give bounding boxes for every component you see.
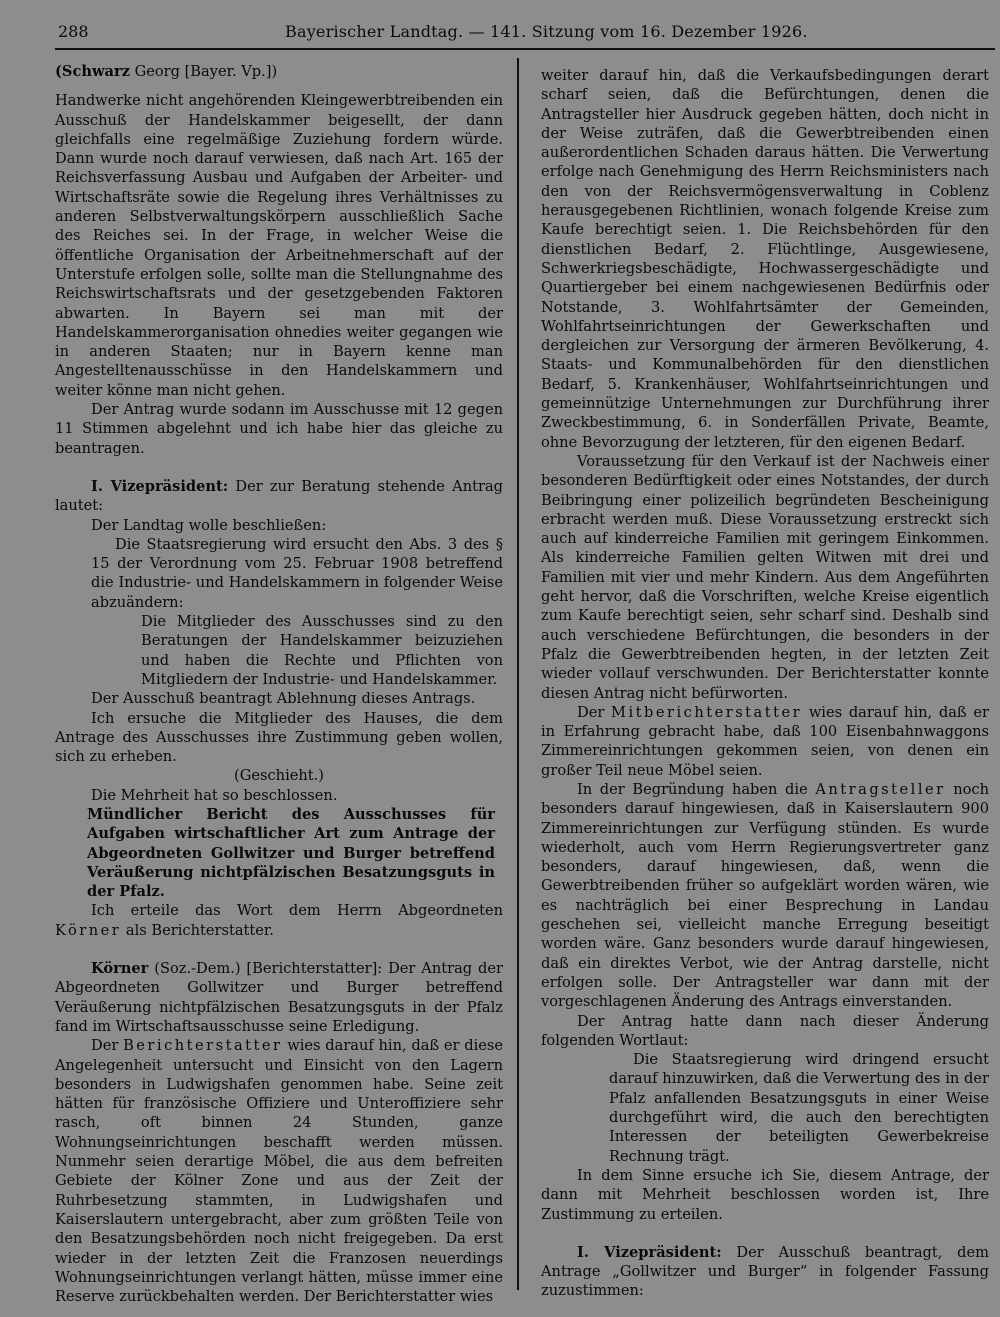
paragraph — [541, 780, 989, 1012]
paragraph: Voraussetzung für den Verkauf ist der Nachweis einer besonderen Bedürftigkeit oder eines Notstandes, der durch Beibringung einer polizeilich begründeten Bescheinigung erbracht werden muß. Diese Voraussetzung erstreckt sich auch auf kinderreiche Familien mit geringem Einkommen. Als kinderreiche Familien gelten Witwen mit drei und Familien mit vier und mehr Kindern. Aus dem Angeführten geht hervor, daß die Vorschriften, welche Kreise eigentlich zum Kaufe berechtigt seien, sehr scharf sind. Deshalb sind auch verschiedene Befürchtungen, die besonders in der Pfalz die Gewerbtreibenden hegten, in der letzten Zeit wieder vollauf verschwunden. Der Berichterstatter konnte diesen Antrag nicht befürworten. — [541, 452, 989, 702]
left-column — [55, 62, 503, 1306]
paragraph — [55, 901, 503, 940]
speaker-name: Körner — [55, 921, 122, 939]
speaker-line — [55, 62, 503, 81]
statement-text: (Soz.-Dem.) [Berichterstatter]: Der Antrag der Abgeordneten Gollwitzer und Burger betreffend Veräußerung nichtpfälzischen Besatzungsguts in der Pfalz fand im Wirtschaftsausschusse seine Erledigung. — [55, 960, 503, 1035]
spaced-term: Antragsteller — [815, 780, 946, 798]
paragraph: Die Mehrheit hat so beschlossen. — [91, 786, 338, 804]
paragraph: Der Antrag hatte dann nach dieser Änderung folgenden Wortlaut: — [541, 1012, 989, 1049]
page-number: 288 — [58, 22, 89, 41]
text: Der — [577, 703, 612, 721]
paragraph: weiter darauf hin, daß die Verkaufsbedingungen derart scharf seien, daß die Befürchtungen, denen die Antragsteller hier Ausdruck gegeben hätten, doch nicht in der Weise zuträfen, daß die Gewerbtreibenden einen außerordentlichen Schaden daraus hätten. Die Verwertung erfolge nach Genehmigung des Herrn Reichsministers nach den von der Reichsvermögensverwaltung in Coblenz herausgegebenen Richtlinien, wonach folgende Kreise zum Kaufe berechtigt seien. 1. Die Reichsbehörden für den dienstlichen Bedarf, 2. Flüchtlinge, Ausgewiesene, Schwerkriegsbeschädigte, Hochwassergeschädigte und Quartiergeber bei einem nachgewiesenen Bedürfnis oder Notstande, 3. Wohlfahrtsämter der Gemeinden, Wohlfahrtseinrichtungen der Gewerkschaften und dergleichen zur Versorgung der ärmeren Bevölkerung, 4. Staats- und Kommunalbehörden für den dienstlichen Bedarf, 5. Krankenhäuser, Wohlfahrtseinrichtungen und gemeinnützige Unternehmungen zur Durchführung ihrer Zweckbestimmung, 6. in Sonderfällen Private, Beamte, ohne Bevorzugung der letzteren, für den eigenen Bedarf. — [541, 67, 989, 451]
vizepraesident-statement — [55, 477, 503, 516]
vizepraesident-statement — [541, 1243, 989, 1301]
koerner-statement — [55, 959, 503, 1036]
text: Ich erteile das Wort dem Herrn Abgeordneten — [91, 902, 503, 920]
right-column — [541, 66, 989, 1301]
running-title: Bayerischer Landtag. — 141. Sitzung vom 16. Dezember 1926. — [285, 22, 808, 41]
text: Der — [91, 1037, 124, 1055]
motion-text: Die Staatsregierung wird ersucht den Abs. 3 des § 15 der Verordnung vom 25. Februar 1908 betreffend die Industrie- und Handelskammern in folgender Weise abzuändern: — [91, 535, 503, 611]
motion-quote: Die Mitglieder des Ausschusses sind zu den Beratungen der Handelskammer beizuziehen und haben die Rechte und Pflichten von Mitgliedern der Industrie- und Handelskammer. — [141, 613, 503, 688]
stage-direction: (Geschieht.) — [234, 767, 324, 785]
statement-text: Der zur Beratung stehende Antrag lautet: — [55, 477, 503, 515]
paragraph: Der Ausschuß beantragt Ablehnung dieses Antrags. — [91, 690, 476, 708]
speaker-label: Körner — [91, 960, 149, 978]
motion-intro: Der Landtag wolle beschließen: — [91, 516, 327, 534]
paragraph — [55, 1036, 503, 1306]
spaced-term: Mitberichterstatter — [611, 703, 803, 721]
speaker-affiliation: Georg [Bayer. Vp.]) — [129, 63, 278, 80]
paragraph: Handwerke nicht angehörenden Kleingewerbtreibenden ein Ausschuß der Handelskammer beigesellt, der dann gleichfalls eine regelmäßige Zuziehung fordern würde. Dann wurde noch darauf verwiesen, daß nach Art. 165 der Reichsverfassung Ausbau und Aufgaben der Arbeiter- und Wirtschaftsräte sowie die Regelung ihres Verhältnisses zu anderen Selbstverwaltungskörpern ausschließlich Sache des Reiches sei. In der Frage, in welcher Weise die öffentliche Organisation der Arbeitnehmerschaft auf der Unterstufe erfolgen solle, sollte man die Stellungnahme des Reichswirtschaftsrats und der gesetzgebenden Faktoren abwarten. In Bayern sei man mit der Handelskammerorganisation ohnedies weiter gegangen wie in anderen Staaten; nur in Bayern kenne man Angestelltenausschüsse in den Handelskammern und weiter könne man nicht gehen. — [55, 92, 503, 399]
speaker-name: (Schwarz — [55, 63, 130, 80]
text: wies darauf hin, daß er in Erfahrung gebracht habe, daß 100 Eisenbahnwaggons Zimmereinrichtungen gekommen seien, von denen ein großer Teil neue Möbel seien. — [541, 703, 990, 779]
header-rule — [55, 48, 995, 50]
page-header — [0, 0, 1000, 48]
spaced-term: Berichterstatter — [123, 1037, 283, 1055]
column-divider — [517, 58, 519, 1290]
statement-text: Der Ausschuß beantragt, dem Antrage „Gollwitzer und Burger“ in folgender Fassung zuzustimmen: — [541, 1243, 989, 1300]
paragraph: In dem Sinne ersuche ich Sie, diesem Antrage, der dann mit Mehrheit beschlossen worden ist, Ihre Zustimmung zu erteilen. — [541, 1166, 989, 1223]
text: wies darauf hin, daß er diese Angelegenheit untersucht und Einsicht von den Lagern besonders in Ludwigshafen genommen habe. Seine zeit hätten für französische Offiziere und Unteroffiziere sehr rasch, oft binnen 24 Stunden, ganze Wohnungseinrichtungen beschafft werden müssen. Nunmehr seien derartige Möbel, die aus dem befreiten Gebiete der Kölner Zone und aus der Zeit der Ruhrbesetzung stammten, in Ludwigshafen und Kaiserslautern untergebracht, aber zum größten Teile von den Besatzungsbehörden noch nicht freigegeben. Da erst wieder in der letzten Zeit die Franzosen neuerdings Wohnungseinrichtungen verlangt hätten, müsse immer eine Reserve zurückbehalten werden. Der Berichterstatter wies — [55, 1037, 504, 1306]
paragraph: Der Antrag wurde sodann im Ausschusse mit 12 gegen 11 Stimmen abgelehnt und ich habe hier das gleiche zu beantragen. — [55, 401, 503, 457]
text: In der Begründung haben die — [577, 780, 816, 798]
paragraph — [541, 703, 989, 780]
speaker-label: I. Vizepräsident: — [577, 1243, 722, 1261]
motion-quote: Die Staatsregierung wird dringend ersucht darauf hinzuwirken, daß die Verwertung des in der Pfalz anfallenden Besatzungsguts in einer Weise durchgeführt wird, die auch den berechtigten Interessen der beteiligten Gewerbekreise Rechnung trägt. — [609, 1051, 989, 1165]
speaker-label: I. Vizepräsident: — [91, 477, 229, 495]
section-heading: Mündlicher Bericht des Ausschusses für Aufgaben wirtschaftlicher Art zum Antrage der Abgeordneten Gollwitzer und Burger betreffend Veräußerung nichtpfälzischen Besatzungsguts in der Pfalz. — [87, 805, 495, 901]
text: noch besonders darauf hingewiesen, daß in Kaiserslautern 900 Zimmereinrichtungen zur Verfügung stünden. Es wurde wiederholt, auch vom Herrn Regierungsvertreter ganz besonders, darauf hingewiesen, daß, wenn die Gewerbtreibenden früher so aufgeklärt worden wären, wie es nachträglich bei einer Besprechung in Landau geschehen sei, vielleicht manche Erregung beseitigt worden wäre. Ganz besonders wurde darauf hingewiesen, daß ein direktes Verbot, wie der Antrag darstelle, nicht erfolgen solle. Der Antragsteller war dann mit der vorgeschlagenen Änderung des Antrags einverstanden. — [541, 780, 989, 1011]
text: als Berichterstatter. — [121, 921, 274, 939]
paragraph: Ich ersuche die Mitglieder des Hauses, die dem Antrage des Ausschusses ihre Zustimmung geben wollen, sich zu erheben. — [55, 709, 503, 766]
